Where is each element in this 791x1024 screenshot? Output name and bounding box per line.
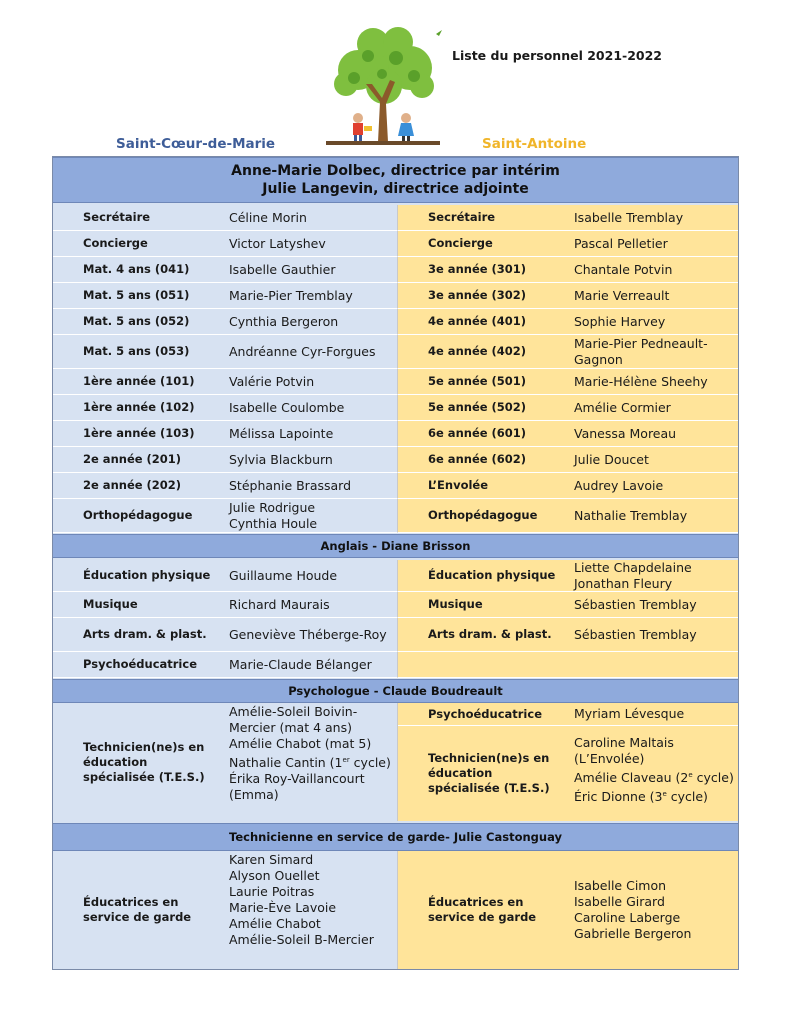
staff-name: Valérie Potvin [229, 373, 315, 389]
staff-row [53, 652, 738, 678]
staff-cell-left [53, 335, 397, 369]
staff-name [574, 652, 734, 677]
daycare-technician-band: Technicienne en service de garde- Julie Castonguay [53, 823, 738, 851]
director-line: Anne-Marie Dolbec, directrice par intérim [231, 163, 560, 179]
staff-cell-right [397, 283, 738, 309]
staff-name: Marie-Pier Tremblay [229, 287, 353, 303]
staff-name: Cynthia Bergeron [229, 313, 339, 329]
staff-role: 3e année (301) [428, 262, 527, 276]
staff-row [53, 335, 738, 369]
staff-role: 4e année (401) [428, 314, 527, 328]
staff-name: Vanessa Moreau [574, 425, 677, 441]
assistant-director-line: Julie Langevin, directrice adjointe [262, 181, 529, 197]
daycare-name: Gabrielle Bergeron [574, 926, 692, 941]
staff-role: Concierge [428, 236, 493, 250]
staff-role [428, 652, 568, 677]
staff-row [53, 283, 738, 309]
staff-name: Sébastien Tremblay [574, 626, 697, 642]
staff-name: Sébastien Tremblay [574, 596, 697, 612]
staff-row [53, 421, 738, 447]
english-band: Anglais - Diane Brisson [53, 534, 738, 558]
staff-name: Andréanne Cyr-Forgues [229, 343, 376, 359]
psychologist-band: Psychologue - Claude Boudreault [53, 679, 738, 703]
staff-role: L’Envolée [428, 478, 489, 492]
staff-name: Amélie Cormier [574, 399, 671, 415]
staff-row [53, 257, 738, 283]
staff-name: Nathalie Tremblay [574, 507, 688, 523]
staff-cell-left [53, 395, 397, 421]
staff-cell-left [53, 231, 397, 257]
staff-row [53, 618, 738, 652]
daycare-name: Isabelle Girard [574, 894, 665, 909]
psychoeducator-name-right: Myriam Lévesque [574, 706, 685, 721]
staff-cell-right [397, 560, 738, 592]
school-name-left: Saint-Cœur-de-Marie [116, 136, 276, 152]
tes-name: Caroline Maltais (L’Envolée) [574, 735, 674, 766]
staff-cell-right [397, 369, 738, 395]
staff-name: Marie Verreault [574, 287, 670, 303]
daycare-name: Laurie Poitras [229, 884, 315, 899]
staff-table [52, 156, 739, 970]
document-title: Liste du personnel 2021-2022 [452, 48, 662, 63]
staff-name: Céline Morin [229, 209, 307, 225]
staff-cell-right [397, 652, 738, 678]
daycare-name: Amélie Chabot [229, 916, 321, 931]
tree-with-children-icon [318, 22, 448, 150]
staff-role: Arts dram. & plast. [83, 627, 207, 641]
staff-cell-right [397, 421, 738, 447]
staff-cell-left [53, 618, 397, 652]
staff-name: Guillaume Houde [229, 567, 338, 583]
daycare-names-right [574, 851, 734, 969]
staff-name: Isabelle Gauthier [229, 261, 336, 277]
school-name-right: Saint-Antoine [482, 136, 587, 152]
staff-cell-right [397, 395, 738, 421]
staff-row [53, 473, 738, 499]
staff-name: Audrey Lavoie [574, 477, 664, 493]
daycare-name: Marie-Ève Lavoie [229, 900, 337, 915]
tes-row [53, 703, 738, 821]
tes-name: Amélie Claveau (2e cycle) [574, 770, 734, 786]
staff-role: Éducation physique [83, 568, 211, 582]
staff-cell-left [53, 421, 397, 447]
staff-cell-right [397, 499, 738, 533]
tes-name: Nathalie Cantin (1er cycle) [229, 755, 391, 771]
staff-cell-left [53, 499, 397, 533]
staff-row [53, 560, 738, 592]
staff-role: Secrétaire [83, 210, 151, 224]
staff-role: 6e année (602) [428, 452, 527, 466]
staff-name: Julie Doucet [574, 451, 649, 467]
staff-role: 5e année (502) [428, 400, 527, 414]
staff-name: Chantale Potvin [574, 261, 673, 277]
staff-cell-left [53, 205, 397, 231]
daycare-role-left: Éducatrices en service de garde [83, 895, 192, 924]
daycare-name: Isabelle Cimon [574, 878, 667, 893]
staff-role: 3e année (302) [428, 288, 527, 302]
staff-role: Concierge [83, 236, 148, 250]
tes-role-left: Technicien(ne)s en éducation spécialisée (T.E.S.) [83, 739, 205, 784]
staff-name: Sylvia Blackburn [229, 451, 333, 467]
staff-cell-right [397, 309, 738, 335]
staff-cell-left [53, 652, 397, 678]
staff-cell-right [397, 335, 738, 369]
staff-role: Musique [428, 597, 483, 611]
staff-cell-right [397, 473, 738, 499]
staff-role: 1ère année (101) [83, 374, 195, 388]
daycare-name: Caroline Laberge [574, 910, 681, 925]
tes-names-right [574, 735, 734, 821]
daycare-name: Karen Simard [229, 852, 314, 867]
staff-cell-left [53, 560, 397, 592]
staff-role: 1ère année (102) [83, 400, 195, 414]
staff-role: Mat. 5 ans (052) [83, 314, 190, 328]
staff-role: 5e année (501) [428, 374, 527, 388]
staff-cell-right [397, 257, 738, 283]
staff-cell-right [397, 231, 738, 257]
tes-role-right: Technicien(ne)s en éducation spécialisée (T.E.S.) [428, 750, 550, 795]
staff-cell-left [53, 309, 397, 335]
staff-name: Liette Chapdelaine Jonathan Fleury [574, 559, 692, 591]
staff-name: Marie-Claude Bélanger [229, 656, 372, 672]
staff-row [53, 369, 738, 395]
staff-row [53, 592, 738, 618]
staff-name: Stéphanie Brassard [229, 477, 352, 493]
daycare-names-left [229, 851, 391, 970]
daycare-role-right: Éducatrices en service de garde [428, 895, 537, 924]
tes-name: Amélie-Soleil Boivin-Mercier (mat 4 ans) [229, 704, 358, 735]
tes-name: Éric Dionne (3e cycle) [574, 789, 708, 805]
tes-name: Amélie Chabot (mat 5) [229, 736, 372, 751]
staff-role: Secrétaire [428, 210, 496, 224]
staff-row [53, 499, 738, 533]
staff-role: Mat. 5 ans (051) [83, 288, 190, 302]
psychoeducator-role-right: Psychoéducatrice [428, 706, 542, 721]
staff-name: Mélissa Lapointe [229, 425, 334, 441]
staff-row [53, 309, 738, 335]
staff-name: Sophie Harvey [574, 313, 666, 329]
staff-row [53, 395, 738, 421]
staff-name: Victor Latyshev [229, 235, 326, 251]
staff-cell-right [397, 618, 738, 652]
staff-row [53, 231, 738, 257]
staff-name: Richard Maurais [229, 596, 330, 612]
staff-role: Éducation physique [428, 568, 556, 582]
staff-cell-left [53, 283, 397, 309]
daycare-name: Amélie-Soleil B-Mercier [229, 932, 374, 947]
staff-name: Pascal Pelletier [574, 235, 668, 251]
staff-cell-left [53, 257, 397, 283]
staff-cell-right [397, 205, 738, 231]
staff-cell-left [53, 447, 397, 473]
staff-row [53, 205, 738, 231]
staff-role: Orthopédagogue [428, 508, 538, 522]
staff-role: 1ère année (103) [83, 426, 195, 440]
tes-name: Érika Roy-Vaillancourt (Emma) [229, 771, 365, 803]
staff-cell-left [53, 473, 397, 499]
staff-name: Geneviève Théberge-Roy [229, 626, 387, 642]
staff-role: Mat. 4 ans (041) [83, 262, 190, 276]
direction-band [53, 157, 738, 203]
staff-cell-right [397, 447, 738, 473]
staff-name: Julie Rodrigue Cynthia Houle [229, 499, 318, 531]
staff-name: Marie-Pier Pedneault-Gagnon [574, 335, 708, 367]
staff-role: Arts dram. & plast. [428, 627, 552, 641]
tes-names-left [229, 703, 391, 822]
staff-cell-left [53, 592, 397, 618]
staff-name: Isabelle Tremblay [574, 209, 684, 225]
staff-cell-right [397, 592, 738, 618]
staff-row [53, 447, 738, 473]
staff-role: 2e année (202) [83, 478, 182, 492]
daycare-row [53, 851, 738, 969]
staff-role: Musique [83, 597, 138, 611]
staff-role: Mat. 5 ans (053) [83, 344, 190, 358]
staff-cell-left [53, 369, 397, 395]
staff-role: Psychoéducatrice [83, 657, 197, 671]
staff-role: 4e année (402) [428, 344, 527, 358]
staff-name: Isabelle Coulombe [229, 399, 345, 415]
staff-role: Orthopédagogue [83, 508, 193, 522]
daycare-name: Alyson Ouellet [229, 868, 320, 883]
staff-name: Marie-Hélène Sheehy [574, 373, 708, 389]
staff-role: 6e année (601) [428, 426, 527, 440]
staff-role: 2e année (201) [83, 452, 182, 466]
